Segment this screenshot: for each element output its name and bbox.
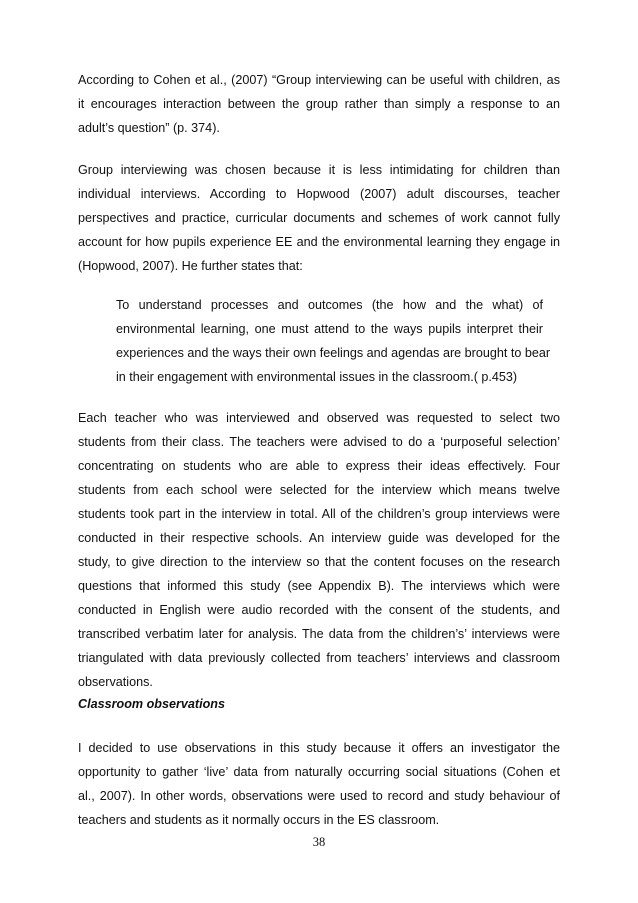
- paragraph-3-line-11: triangulated with data previously collected from teachers’ interviews and classroom: [78, 651, 560, 665]
- paragraph-1-line-3: adult’s question” (p. 374).: [78, 121, 220, 135]
- page-number: 38: [312, 835, 326, 849]
- paragraph-4-line-4: teachers and students as it normally occurs in the ES classroom.: [78, 813, 440, 827]
- paragraph-4-line-3: al., 2007). In other words, observations were used to record and study behaviour of: [78, 789, 560, 803]
- paragraph-2-line-2: individual interviews. According to Hopwood (2007) adult discourses, teacher: [78, 187, 560, 201]
- paragraph-2-line-5: (Hopwood, 2007). He further states that:: [78, 259, 303, 273]
- block-quote-line-3: experiences and the ways their own feelings and agendas are brought to bear: [116, 346, 551, 360]
- paragraph-3-line-3: concentrating on students who are able to express their ideas effectively. Four: [78, 459, 560, 473]
- paragraph-1-line-1: According to Cohen et al., (2007) “Group interviewing can be useful with children, as: [78, 73, 560, 87]
- paragraph-2-line-3: perspectives and practice, curricular documents and schemes of work cannot fully: [78, 211, 560, 225]
- block-quote-line-1: To understand processes and outcomes (the how and the what) of: [116, 298, 543, 312]
- paragraph-1-line-2: it encourages interaction between the group rather than simply a response to an: [78, 97, 560, 111]
- paragraph-3-line-7: study, to give direction to the interview so that the content focuses on the research: [78, 555, 560, 569]
- paragraph-4-line-2: opportunity to gather ‘live’ data from naturally occurring social situations (Cohen et: [78, 765, 560, 779]
- paragraph-3-line-4: students from each school were selected for the interview which means twelve: [78, 483, 560, 497]
- paragraph-3-line-8: questions that informed this study (see Appendix B). The interviews which were: [78, 579, 560, 593]
- block-quote-line-4: in their engagement with environmental issues in the classroom.( p.453): [116, 370, 518, 384]
- paragraph-3-line-1: Each teacher who was interviewed and observed was requested to select two: [78, 411, 560, 425]
- paragraph-3-line-5: students took part in the interview in total. All of the children’s group interviews were: [78, 507, 560, 521]
- paragraph-3-line-6: conducted in their respective schools. An interview guide was developed for the: [78, 531, 560, 545]
- block-quote-line-2: environmental learning, one must attend to the ways pupils interpret their: [116, 322, 543, 336]
- paragraph-3-line-9: conducted in English were audio recorded with the consent of the students, and: [78, 603, 560, 617]
- paragraph-2-line-4: account for how pupils experience EE and the environmental learning they engage in: [78, 235, 560, 249]
- paragraph-3-line-2: students from their class. The teachers were advised to do a ‘purposeful selection’: [78, 435, 560, 449]
- paragraph-4-line-1: I decided to use observations in this study because it offers an investigator the: [78, 741, 560, 755]
- paragraph-3-line-12: observations.: [78, 675, 153, 689]
- paragraph-2-line-1: Group interviewing was chosen because it is less intimidating for children than: [78, 163, 560, 177]
- section-heading: Classroom observations: [78, 697, 225, 711]
- paragraph-3-line-10: transcribed verbatim later for analysis. The data from the children’s’ interviews were: [78, 627, 560, 641]
